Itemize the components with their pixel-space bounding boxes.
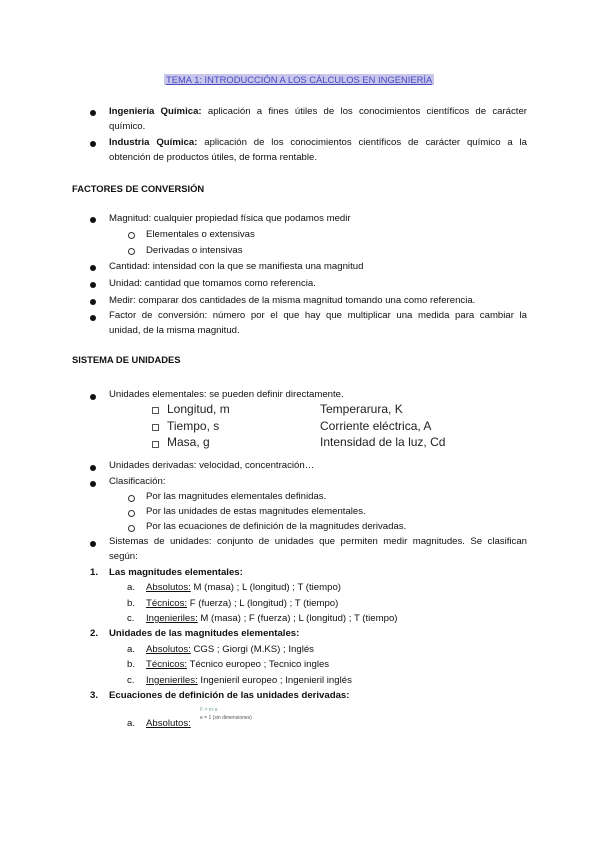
unit-cell: Temperarura, K [320,402,403,416]
intro-line: químico. [109,121,146,132]
list-subitem: Por las ecuaciones de definición de la magnitudes derivadas. [146,521,407,532]
list-item: Magnitud: cualquier propiedad física que podamos medir [109,213,351,224]
list-item: Medir: comparar dos cantidades de la misma magnitud tomando una como referencia. [109,295,476,306]
bullet-icon [90,265,96,271]
numbered-index: 3. [90,690,99,701]
system-item: Ingenieriles: Ingenieril europeo ; Ingenieril inglés [146,675,352,686]
list-subitem: Elementales o extensivas [146,229,255,240]
unit-cell: Masa, g [167,435,210,449]
section-heading: SISTEMA DE UNIDADES [72,354,181,365]
letter-index: b. [127,659,136,670]
handwritten-formula: e = 1 (sin dimensiones) [200,715,252,721]
list-item: Cantidad: intensidad con la que se manifiesta una magnitud [109,261,364,272]
bullet-icon [90,299,96,305]
unit-cell: Tiempo, s [167,419,220,433]
bullet-icon [90,315,96,321]
system-item: Absolutos: [146,718,191,729]
numbered-title: Las magnitudes elementales: [109,567,243,578]
bullet-icon [90,481,96,487]
circle-bullet-icon [128,248,135,255]
list-item: Factor de conversión: número por el que hay que multiplicar una medida para cambiar la [109,310,527,321]
list-item: Unidades derivadas: velocidad, concentración… [109,460,315,471]
section-heading: FACTORES DE CONVERSIÓN [72,183,205,194]
letter-index: a. [127,718,136,729]
intro-line: Industria Química: aplicación de los conocimientos científicos de carácter químico a la [109,137,527,148]
bullet-icon [90,394,96,400]
list-subitem: Por las magnitudes elementales definidas. [146,491,327,502]
list-item: Unidad: cantidad que tomamos como referencia. [109,278,316,289]
numbered-index: 2. [90,628,99,639]
list-subitem: Por las unidades de estas magnitudes elementales. [146,506,366,517]
circle-bullet-icon [128,232,135,239]
bullet-icon [90,217,96,223]
list-item: según: [109,551,138,562]
intro-line: Ingeniería Química: aplicación a fines útiles de los conocimientos científicos de carácter [109,106,527,117]
unit-cell: Longitud, m [167,402,230,416]
bullet-icon [90,541,96,547]
bullet-icon [90,110,96,116]
system-item: Absolutos: CGS ; Giorgi (M.KS) ; Inglés [146,644,314,655]
handwritten-formula: F = m·a [200,707,218,713]
numbered-index: 1. [90,567,99,578]
numbered-title: Unidades de las magnitudes elementales: [109,628,300,639]
unit-cell: Intensidad de la luz, Cd [320,435,446,449]
list-item: Sistemas de unidades: conjunto de unidades que permiten medir magnitudes. Se clasifican [109,536,527,547]
list-item: unidad, de la misma magnitud. [109,325,240,336]
square-bullet-icon [152,407,159,414]
square-bullet-icon [152,441,159,448]
square-bullet-icon [152,424,159,431]
letter-index: b. [127,598,136,609]
circle-bullet-icon [128,510,135,517]
letter-index: c. [127,613,135,624]
system-item: Técnicos: F (fuerza) ; L (longitud) ; T (tiempo) [146,598,339,609]
list-item: Clasificación: [109,476,166,487]
system-item: Absolutos: M (masa) ; L (longitud) ; T (tiempo) [146,582,341,593]
list-subitem: Derivadas o intensivas [146,245,243,256]
unit-cell: Corriente eléctrica, A [320,419,432,433]
page-title: TEMA 1: INTRODUCCIÓN A LOS CÁLCULOS EN INGENIERÍA [166,74,433,85]
system-item: Técnicos: Técnico europeo ; Tecnico ingles [146,659,330,670]
numbered-title: Ecuaciones de definición de las unidades derivadas: [109,690,350,701]
circle-bullet-icon [128,495,135,502]
bullet-icon [90,282,96,288]
bullet-icon [90,465,96,471]
circle-bullet-icon [128,525,135,532]
bullet-icon [90,141,96,147]
letter-index: a. [127,582,136,593]
list-item: Unidades elementales: se pueden definir directamente. [109,389,344,400]
intro-line: obtención de productos útiles, de forma rentable. [109,152,317,163]
letter-index: c. [127,675,135,686]
letter-index: a. [127,644,136,655]
system-item: Ingenieriles: M (masa) ; F (fuerza) ; L (longitud) ; T (tiempo) [146,613,398,624]
